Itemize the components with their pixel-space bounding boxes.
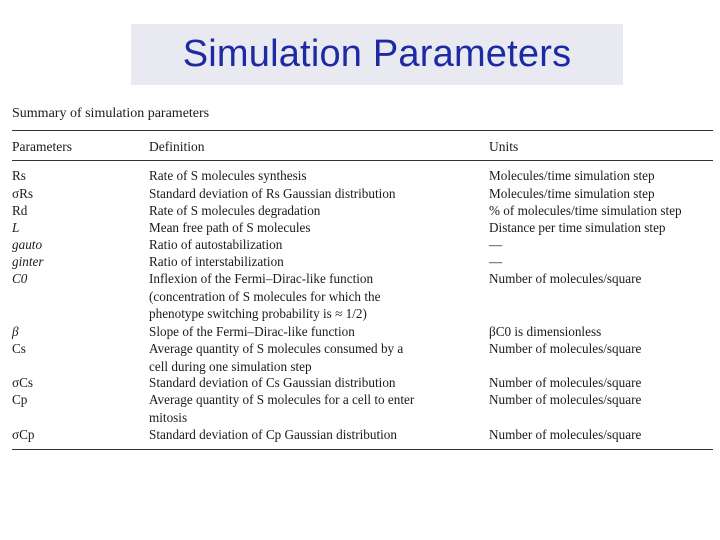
units-cell: βC0 is dimensionless	[489, 324, 602, 339]
table-bottom-rule	[12, 449, 713, 450]
header-definition: Definition	[149, 139, 205, 154]
definition-cell-continued: mitosis	[149, 410, 188, 425]
param-cell: Rs	[12, 168, 26, 183]
definition-cell: Standard deviation of Cs Gaussian distribution	[149, 375, 396, 390]
units-cell: Distance per time simulation step	[489, 220, 666, 235]
units-cell: Number of molecules/square	[489, 392, 642, 407]
slide-title-box	[131, 24, 623, 85]
definition-cell-continued: phenotype switching probability is ≈ 1/2)	[149, 306, 367, 321]
definition-cell-continued: cell during one simulation step	[149, 359, 312, 374]
param-cell: Cs	[12, 341, 26, 356]
param-cell: Rd	[12, 203, 28, 218]
header-units: Units	[489, 139, 519, 154]
definition-cell: Mean free path of S molecules	[149, 220, 311, 235]
definition-cell: Standard deviation of Cp Gaussian distribution	[149, 427, 397, 442]
definition-cell: Rate of S molecules synthesis	[149, 168, 307, 183]
definition-cell-continued: (concentration of S molecules for which the	[149, 289, 381, 304]
param-cell: gauto	[12, 237, 43, 252]
param-cell: C0	[12, 271, 28, 286]
units-cell: % of molecules/time simulation step	[489, 203, 682, 218]
units-cell: —	[489, 237, 503, 252]
param-cell: L	[12, 220, 20, 235]
definition-cell: Average quantity of S molecules for a cell to enter	[149, 392, 415, 407]
header-parameters: Parameters	[12, 139, 72, 154]
units-cell: —	[489, 254, 503, 269]
units-cell: Number of molecules/square	[489, 427, 642, 442]
definition-cell: Rate of S molecules degradation	[149, 203, 321, 218]
param-cell: σCp	[12, 427, 35, 442]
definition-cell: Average quantity of S molecules consumed by a	[149, 341, 404, 356]
units-cell: Number of molecules/square	[489, 341, 642, 356]
param-cell: σCs	[12, 375, 34, 390]
param-cell: Cp	[12, 392, 28, 407]
param-cell: ginter	[12, 254, 44, 269]
header-bottom-rule	[12, 160, 713, 161]
table-top-rule	[12, 130, 713, 131]
units-cell: Number of molecules/square	[489, 375, 642, 390]
units-cell: Number of molecules/square	[489, 271, 642, 286]
table-caption: Summary of simulation parameters	[12, 106, 210, 121]
units-cell: Molecules/time simulation step	[489, 168, 655, 183]
slide-title: Simulation Parameters	[182, 33, 572, 75]
definition-cell: Ratio of autostabilization	[149, 237, 283, 252]
param-cell: σRs	[12, 186, 34, 201]
definition-cell: Slope of the Fermi–Dirac-like function	[149, 324, 355, 339]
units-cell: Molecules/time simulation step	[489, 186, 655, 201]
definition-cell: Ratio of interstabilization	[149, 254, 284, 269]
param-cell: β	[12, 324, 19, 339]
definition-cell: Inflexion of the Fermi–Dirac-like function	[149, 271, 374, 286]
definition-cell: Standard deviation of Rs Gaussian distribution	[149, 186, 396, 201]
